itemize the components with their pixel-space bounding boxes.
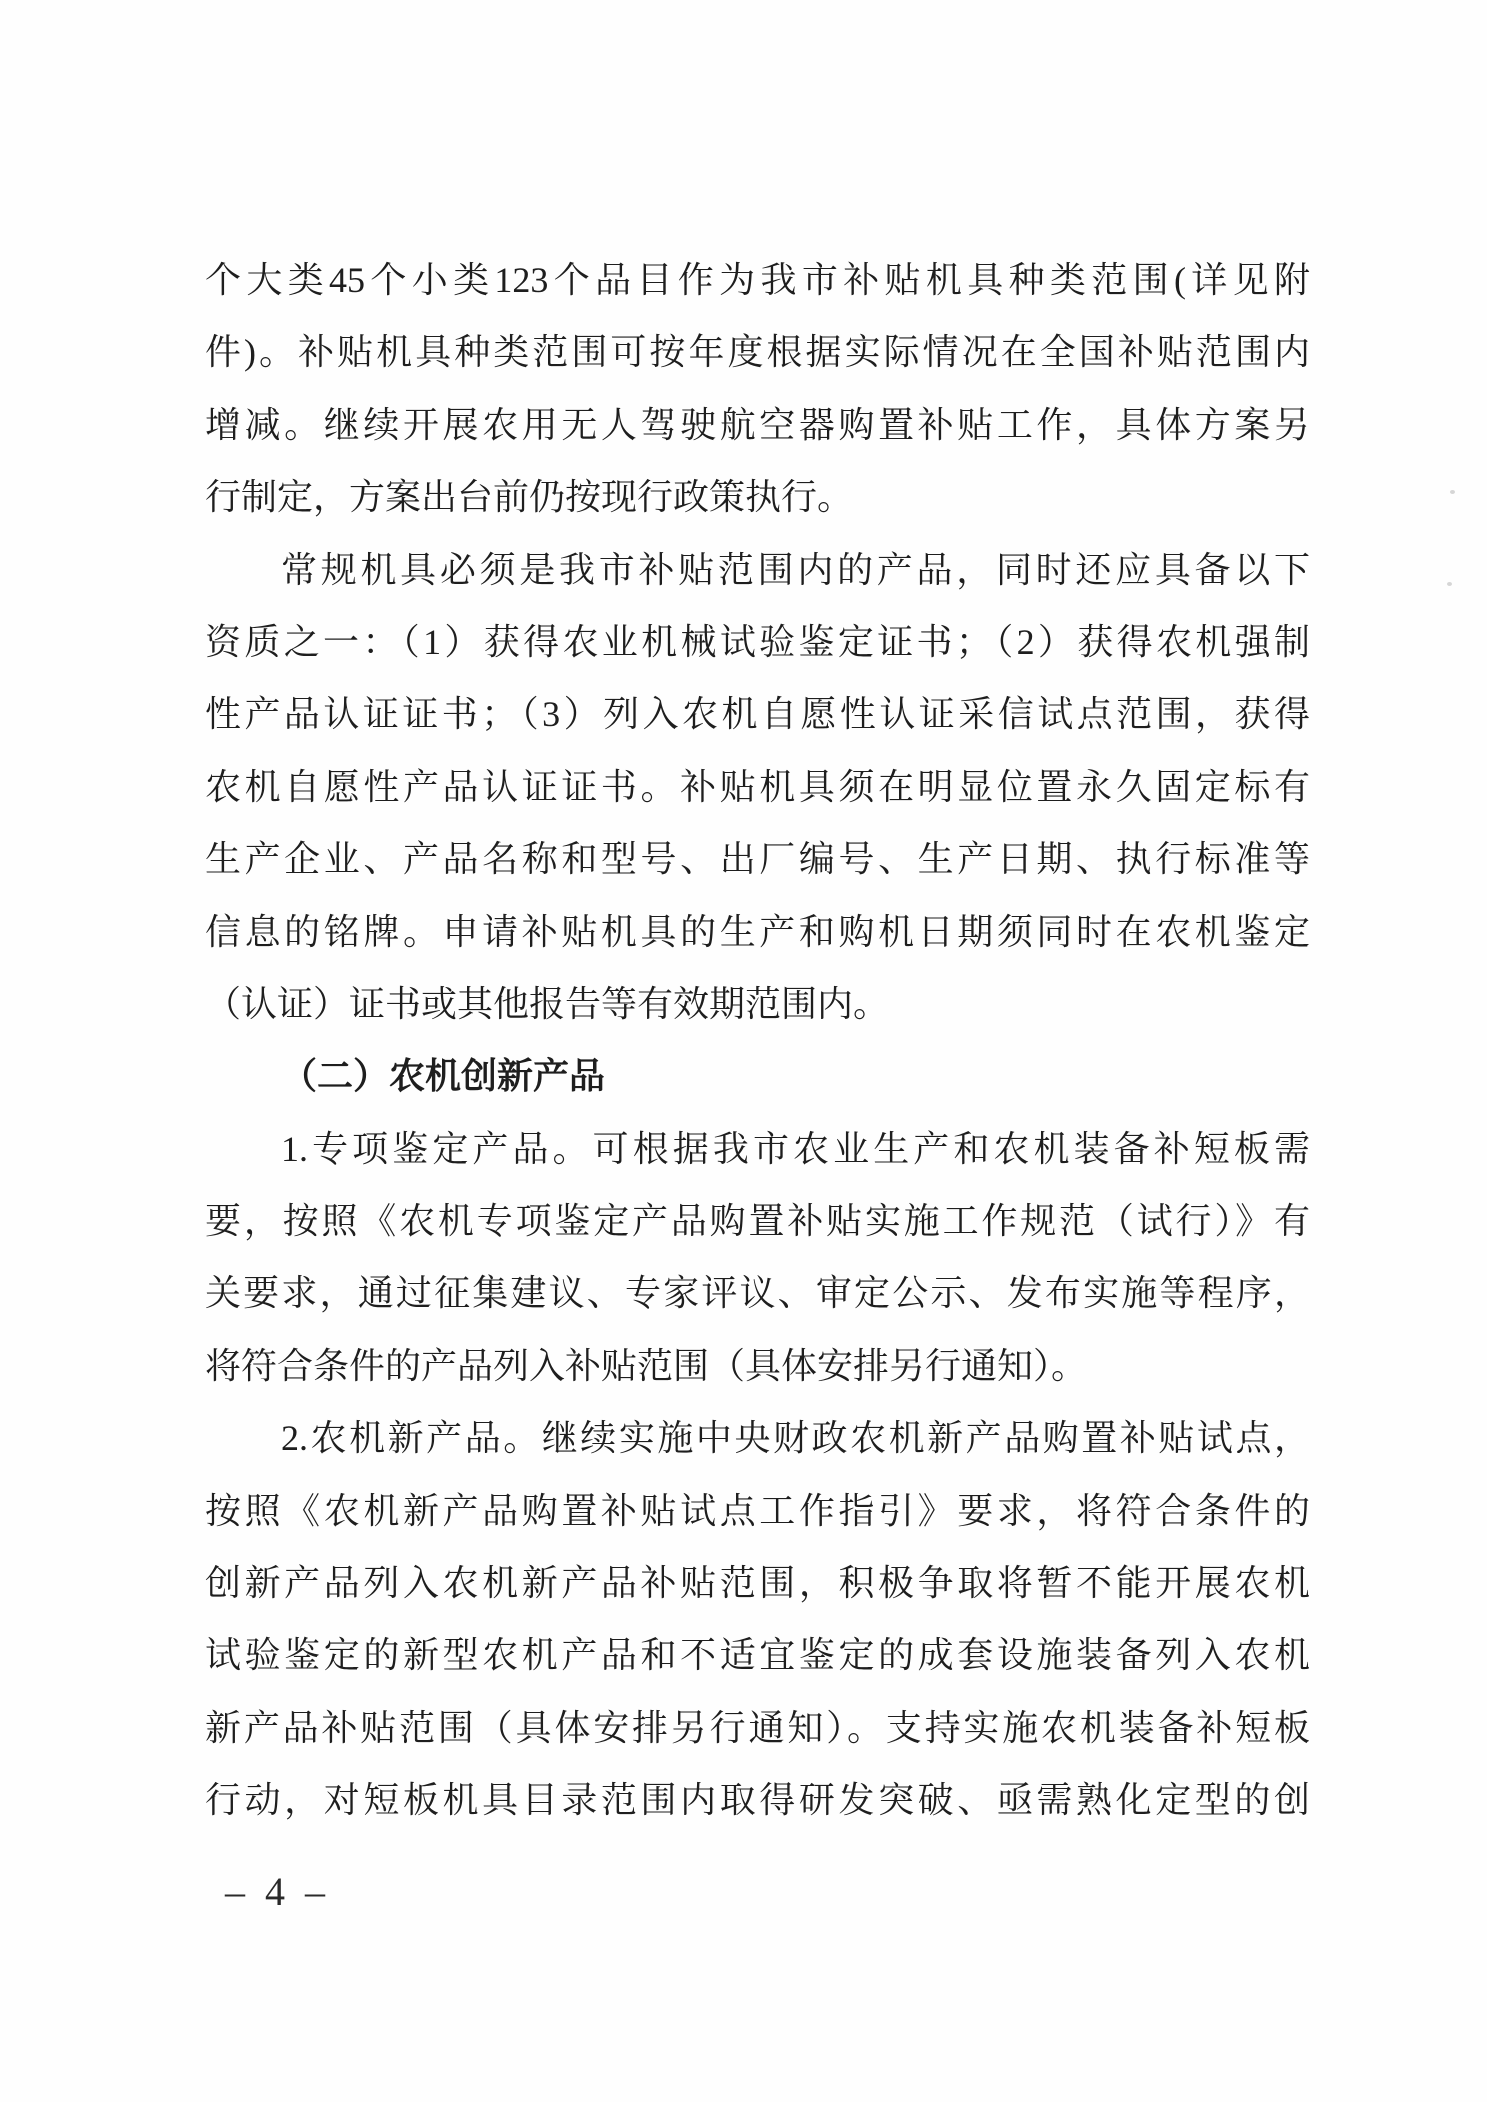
section-heading: （二）农机创新产品 xyxy=(281,1056,606,1097)
text-line: 农机自愿性产品认证证书。补贴机具须在明显位置永久固定标有 xyxy=(205,766,1310,807)
text-line: 创新产品列入农机新产品补贴范围，积极争取将暂不能开展农机 xyxy=(205,1563,1310,1604)
text-line: 1.专项鉴定产品。可根据我市农业生产和农机装备补短板需 xyxy=(281,1128,1310,1169)
text-line: 生产企业、产品名称和型号、出厂编号、生产日期、执行标准等 xyxy=(205,839,1310,880)
scan-speck xyxy=(1450,490,1455,494)
page-number: – 4 – xyxy=(225,1869,330,1914)
text-line: 按照《农机新产品购置补贴试点工作指引》要求，将符合条件的 xyxy=(205,1490,1310,1531)
text-block xyxy=(205,244,1310,1837)
text-line: 要，按照《农机专项鉴定产品购置补贴实施工作规范（试行）》有 xyxy=(205,1201,1310,1242)
text-line: 性产品认证证书；（3）列入农机自愿性认证采信试点范围，获得 xyxy=(205,694,1310,735)
text-line: 常规机具必须是我市补贴范围内的产品，同时还应具备以下 xyxy=(281,549,1310,590)
text-line: 资质之一：（1）获得农业机械试验鉴定证书；（2）获得农机强制 xyxy=(205,621,1310,662)
text-line: 行制定，方案出台前仍按现行政策执行。 xyxy=(205,477,854,518)
text-line: 行动，对短板机具目录范围内取得研发突破、亟需熟化定型的创 xyxy=(205,1780,1310,1821)
text-line: 个大类45个小类123个品目作为我市补贴机具种类范围(详见附 xyxy=(205,260,1310,300)
text-line: 增减。继续开展农用无人驾驶航空器购置补贴工作，具体方案另 xyxy=(205,404,1310,445)
text-line: 件)。补贴机具种类范围可按年度根据实际情况在全国补贴范围内 xyxy=(205,332,1310,373)
text-line: 2.农机新产品。继续实施中央财政农机新产品购置补贴试点， xyxy=(281,1418,1310,1459)
scan-speck xyxy=(1447,582,1452,586)
text-line: 信息的铭牌。申请补贴机具的生产和购机日期须同时在农机鉴定 xyxy=(205,911,1310,952)
text-line: 关要求，通过征集建议、专家评议、审定公示、发布实施等程序， xyxy=(205,1273,1310,1314)
text-line: 将符合条件的产品列入补贴范围（具体安排另行通知）。 xyxy=(205,1345,1088,1386)
text-line: 试验鉴定的新型农机产品和不适宜鉴定的成套设施装备列入农机 xyxy=(205,1635,1310,1676)
text-line: 新产品补贴范围（具体安排另行通知）。支持实施农机装备补短板 xyxy=(205,1707,1310,1748)
text-line: （认证）证书或其他报告等有效期范围内。 xyxy=(205,983,890,1024)
